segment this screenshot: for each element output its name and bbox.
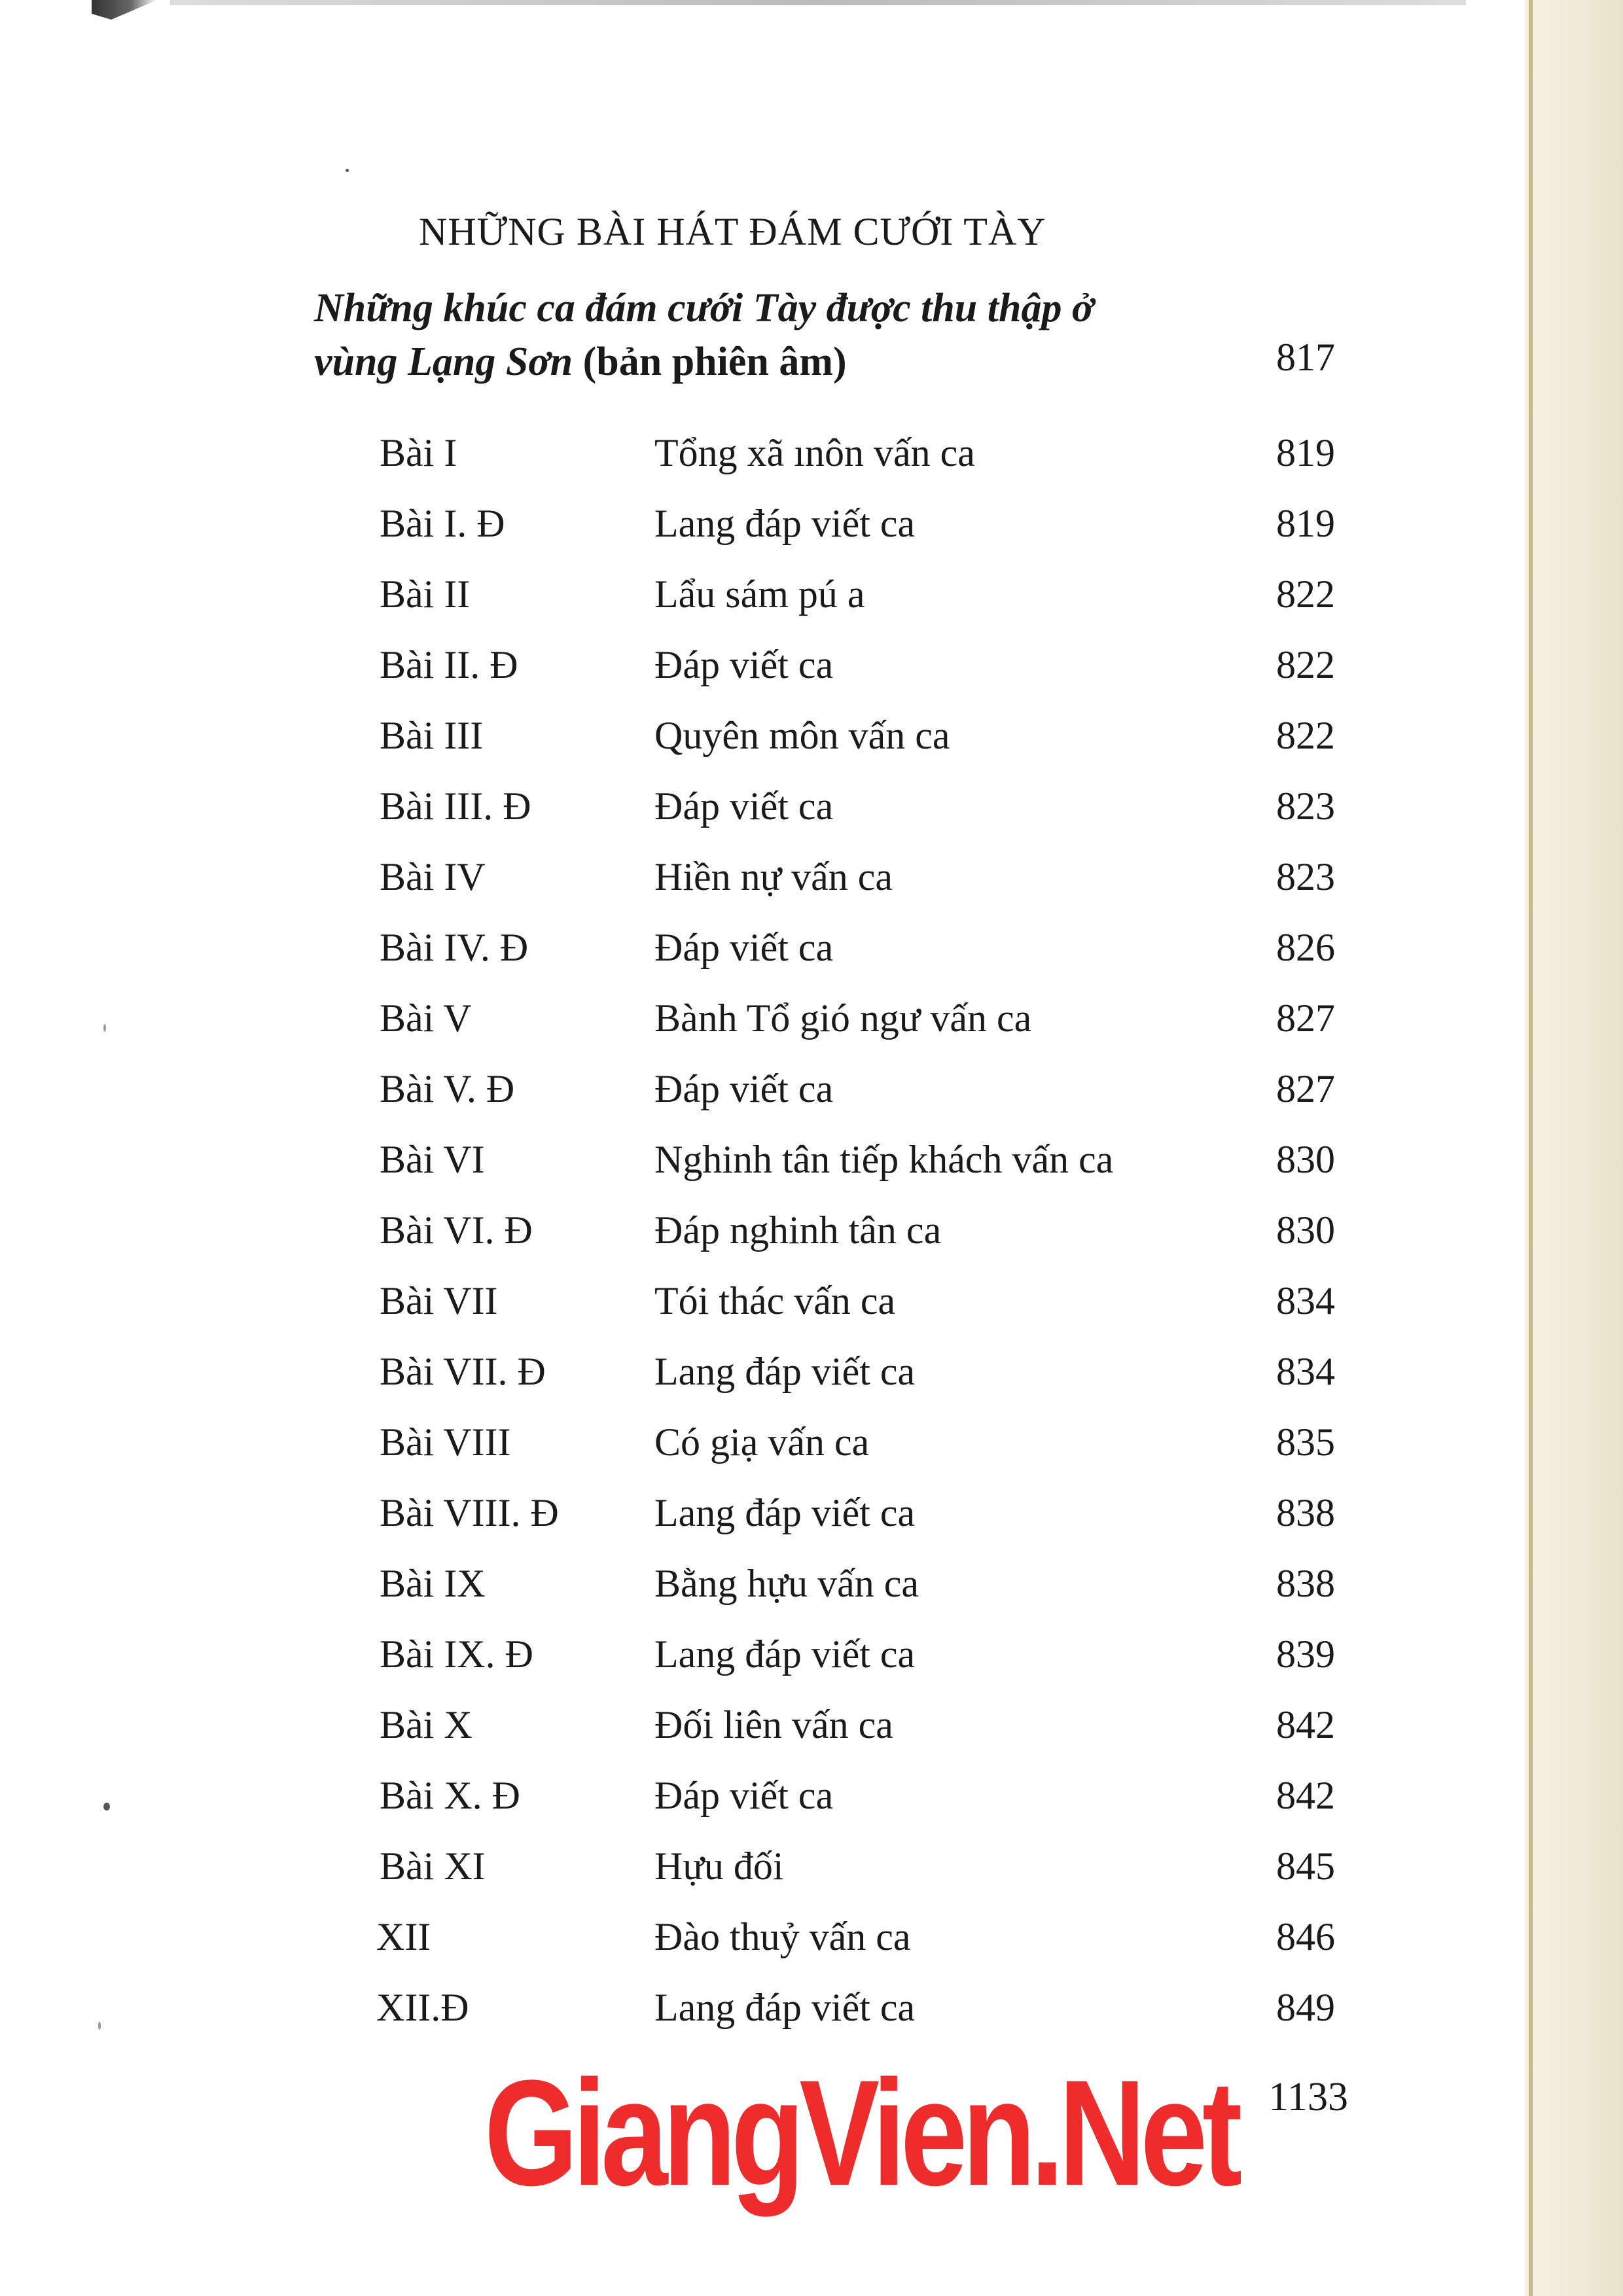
toc-row-title: Quyên môn vấn ca (654, 714, 950, 757)
toc-row-title: Tổng xã ınôn vấn ca (654, 431, 975, 474)
toc-row-page: 822 (1276, 714, 1335, 757)
toc-row (0, 419, 1623, 489)
toc-row (0, 1903, 1623, 1973)
toc-row-page: 827 (1276, 997, 1335, 1040)
toc-row-title: Lang đáp viết ca (654, 1633, 916, 1676)
toc-row (0, 1125, 1623, 1196)
toc-row (0, 1337, 1623, 1408)
scan-corner-mark (92, 0, 157, 20)
toc-row-number: Bài IV (380, 855, 486, 898)
table-of-contents (0, 419, 1623, 2044)
toc-row-number: Bài IX (380, 1562, 486, 1605)
toc-row (0, 489, 1623, 560)
toc-row (0, 1761, 1623, 1832)
toc-row-number: Bài VII (380, 1279, 498, 1322)
toc-row-number: Bài IV. Đ (380, 926, 529, 969)
toc-row-number: Bài I. Đ (380, 502, 505, 545)
subtitle-line-2-italic: vùng Lạng Sơn (314, 340, 573, 384)
scan-speck (98, 2022, 101, 2030)
toc-row-page: 849 (1276, 1986, 1335, 2029)
toc-row-title: Lang đáp viết ca (654, 1986, 916, 2029)
toc-row (0, 913, 1623, 984)
toc-row-title: Đào thuỷ vấn ca (654, 1915, 911, 1958)
toc-row-number: Bài V (380, 997, 472, 1040)
toc-row-number: Bài XI (380, 1845, 486, 1888)
toc-row (0, 1973, 1623, 2044)
section-subtitle (314, 281, 1230, 389)
toc-row-title: Lẩu sám pú a (654, 573, 865, 616)
toc-row-page: 830 (1276, 1209, 1335, 1252)
toc-row (0, 1479, 1623, 1549)
toc-row-page: 827 (1276, 1067, 1335, 1110)
toc-row-page: 845 (1276, 1845, 1335, 1888)
toc-row-number: Bài III. Đ (380, 785, 531, 828)
toc-row (0, 843, 1623, 913)
toc-row (0, 1832, 1623, 1903)
subtitle-line-2 (314, 335, 1230, 389)
toc-row-title: Nghinh tân tiếp khách vấn ca (654, 1138, 1114, 1181)
toc-row-title: Đối liên vấn ca (654, 1703, 893, 1746)
toc-row (0, 1620, 1623, 1691)
toc-row-number: Bài X. Đ (380, 1774, 520, 1817)
toc-row-title: Lang đáp viết ca (654, 502, 916, 545)
toc-row-title: Lang đáp viết ca (654, 1491, 916, 1534)
toc-row (0, 631, 1623, 701)
toc-row-number: Bài X (380, 1703, 473, 1746)
toc-row-number: Bài VI (380, 1138, 485, 1181)
toc-row-title: Đáp viết ca (654, 785, 834, 828)
scan-speck (103, 1803, 110, 1810)
toc-row-number: XII (376, 1915, 431, 1958)
toc-row-title: Bành Tổ gió ngư vấn ca (654, 997, 1032, 1040)
toc-row-number: Bài VIII. Đ (380, 1491, 559, 1534)
toc-row-title: Lang đáp viết ca (654, 1350, 916, 1393)
scan-speck (103, 1024, 106, 1032)
toc-row-page: 842 (1276, 1703, 1335, 1746)
toc-row-number: Bài I (380, 431, 457, 474)
toc-row-title: Hiền nự vấn ca (654, 855, 893, 898)
toc-row-page: 826 (1276, 926, 1335, 969)
toc-row-page: 822 (1276, 643, 1335, 686)
toc-row-number: Bài II. Đ (380, 643, 518, 686)
toc-row-page: 819 (1276, 431, 1335, 474)
toc-row-number: XII.Đ (376, 1986, 469, 2029)
toc-row-title: Đáp viết ca (654, 1067, 834, 1110)
toc-row-page: 819 (1276, 502, 1335, 545)
toc-row (0, 1196, 1623, 1267)
toc-row (0, 1549, 1623, 1620)
toc-row-title: Đáp viết ca (654, 643, 834, 686)
toc-row-title: Có giạ vấn ca (654, 1421, 870, 1464)
toc-row (0, 1691, 1623, 1761)
toc-row (0, 1408, 1623, 1479)
page-number: 1133 (1268, 2075, 1348, 2119)
toc-row-page: 823 (1276, 855, 1335, 898)
toc-row-number: Bài VII. Đ (380, 1350, 546, 1393)
scan-speck (346, 169, 349, 172)
toc-row (0, 984, 1623, 1055)
section-title: NHỮNG BÀI HÁT ĐÁM CƯỚI TÀY (419, 210, 1046, 253)
toc-row-page: 834 (1276, 1350, 1335, 1393)
toc-row-page: 838 (1276, 1562, 1335, 1605)
toc-row-title: Đáp viết ca (654, 1774, 834, 1817)
toc-row-page: 846 (1276, 1915, 1335, 1958)
toc-row-page: 823 (1276, 785, 1335, 828)
toc-row-page: 842 (1276, 1774, 1335, 1817)
subtitle-line-2-normal: (bản phiên âm) (582, 340, 847, 384)
toc-row-number: Bài IX. Đ (380, 1633, 533, 1676)
toc-row (0, 772, 1623, 843)
toc-row-number: Bài III (380, 714, 484, 757)
toc-row (0, 701, 1623, 772)
toc-row-page: 839 (1276, 1633, 1335, 1676)
toc-row-page: 822 (1276, 573, 1335, 616)
toc-row-number: Bài II (380, 573, 471, 616)
toc-row-page: 830 (1276, 1138, 1335, 1181)
toc-row-page: 838 (1276, 1491, 1335, 1534)
toc-row (0, 1055, 1623, 1125)
toc-row-number: Bài VIII (380, 1421, 511, 1464)
toc-row-title: Đáp nghinh tân ca (654, 1209, 942, 1252)
toc-row-title: Đáp viết ca (654, 926, 834, 969)
toc-row-title: Hựu đối (654, 1845, 784, 1888)
watermark-logo: GiangVien.Net (484, 2049, 1238, 2217)
toc-row-number: Bài V. Đ (380, 1067, 515, 1110)
scan-top-edge (170, 0, 1466, 5)
subtitle-page-number: 817 (1276, 336, 1335, 379)
toc-row-title: Bằng hựu vấn ca (654, 1562, 919, 1605)
toc-row-number: Bài VI. Đ (380, 1209, 533, 1252)
subtitle-line-1: Những khúc ca đám cưới Tày được thu thập ở (314, 286, 1094, 330)
toc-row (0, 1267, 1623, 1337)
toc-row-page: 834 (1276, 1279, 1335, 1322)
toc-row-title: Tói thác vấn ca (654, 1279, 896, 1322)
toc-row (0, 560, 1623, 631)
toc-row-page: 835 (1276, 1421, 1335, 1464)
